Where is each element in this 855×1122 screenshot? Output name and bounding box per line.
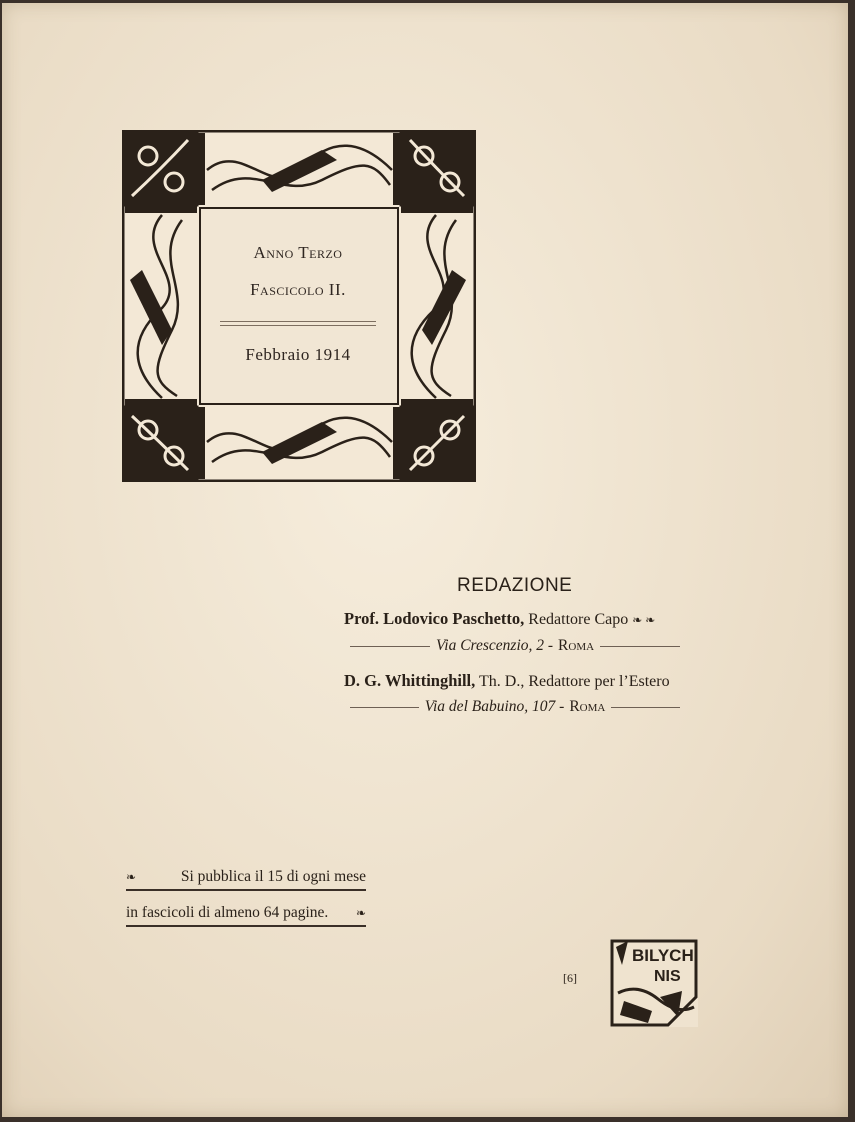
editor-in-chief-role: Redattore Capo bbox=[528, 611, 629, 628]
divider bbox=[611, 707, 680, 708]
leaf-ornament-icon: ❧ ❧ bbox=[632, 613, 656, 627]
issue-date: Febbraio 1914 bbox=[245, 345, 351, 364]
foreign-editor bbox=[344, 671, 670, 691]
publication-line-2: in fascicoli di almeno 64 pagine. ❧ bbox=[126, 901, 366, 927]
publication-line-1: ❧ Si pubblica il 15 di ogni mese bbox=[126, 865, 366, 891]
address-street: Via Crescenzio, 2 - bbox=[435, 637, 554, 654]
foreign-editor-role: Th. D., Redattore per l’Estero bbox=[479, 673, 670, 690]
foreign-editor-name: D. G. Whittinghill, bbox=[344, 671, 476, 690]
svg-text:NIS: NIS bbox=[654, 968, 681, 985]
editor-in-chief-address bbox=[344, 636, 686, 656]
redazione-heading: REDAZIONE bbox=[457, 575, 573, 596]
year-label: Anno Terzo bbox=[253, 243, 343, 262]
page bbox=[2, 3, 848, 1117]
divider bbox=[350, 707, 419, 708]
ornamental-frame bbox=[122, 130, 476, 482]
svg-text:BILYCH: BILYCH bbox=[632, 946, 694, 965]
page-number: [6] bbox=[563, 971, 577, 985]
address-city: Roma bbox=[569, 698, 606, 715]
foreign-editor-address bbox=[344, 697, 686, 717]
leaf-ornament-icon: ❧ bbox=[355, 906, 366, 920]
issue-label: Fascicolo II. bbox=[250, 280, 346, 299]
divider bbox=[600, 646, 680, 647]
publisher-mark-logo bbox=[608, 937, 700, 1029]
address-city: Roma bbox=[558, 637, 595, 654]
editor-in-chief bbox=[344, 609, 655, 629]
address-street: Via del Babuino, 107 - bbox=[424, 698, 565, 715]
divider bbox=[350, 646, 430, 647]
double-rule bbox=[220, 321, 376, 326]
leaf-ornament-icon: ❧ bbox=[126, 870, 137, 884]
editor-in-chief-name: Prof. Lodovico Paschetto, bbox=[344, 609, 525, 628]
publication-notice bbox=[126, 865, 366, 937]
